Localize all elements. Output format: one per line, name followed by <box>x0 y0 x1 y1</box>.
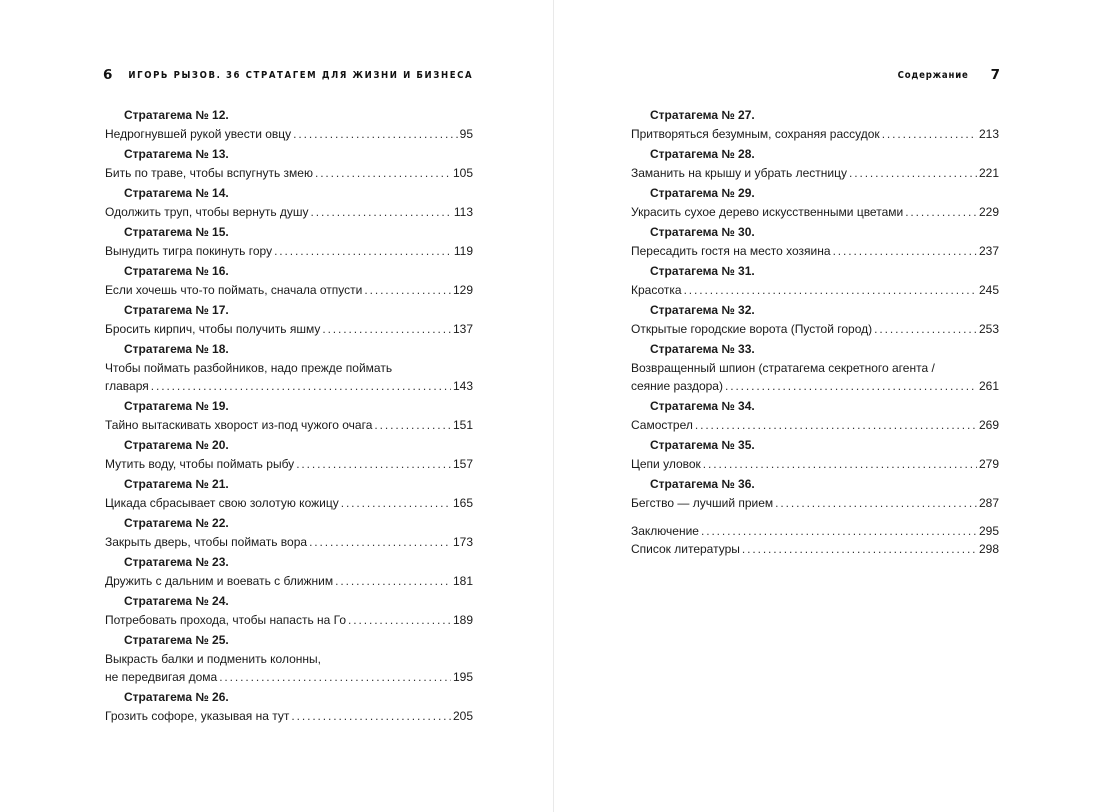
toc-entry <box>631 184 999 223</box>
toc-entry <box>631 106 999 145</box>
stratagem-title-line: Чтобы поймать разбойников, надо прежде поймать <box>105 361 393 375</box>
stratagem-title-row <box>105 572 473 590</box>
stratagem-number: Стратагема № 31. <box>650 264 755 278</box>
stratagem-title: Бросить кирпич, чтобы получить яшму <box>105 322 321 336</box>
dot-leader <box>311 203 452 221</box>
page-reference: 181 <box>452 574 473 588</box>
stratagem-title-row <box>105 242 473 260</box>
page-reference: 113 <box>453 205 473 219</box>
back-matter-row <box>631 540 999 558</box>
back-matter-row <box>631 522 999 540</box>
dot-leader <box>775 494 977 512</box>
dot-leader <box>882 125 977 143</box>
page-reference: 195 <box>452 670 473 684</box>
stratagem-number: Стратагема № 23. <box>124 555 229 569</box>
toc-entry <box>105 475 473 514</box>
dot-leader <box>151 377 451 395</box>
page-reference: 229 <box>978 205 999 219</box>
dot-leader <box>293 125 457 143</box>
stratagem-title-row <box>105 533 473 551</box>
stratagem-number: Стратагема № 26. <box>124 690 229 704</box>
page-reference: 137 <box>452 322 473 336</box>
stratagem-title-row <box>631 320 999 338</box>
stratagem-title: Самострел <box>631 418 693 432</box>
page-reference: 287 <box>978 496 999 510</box>
dot-leader <box>725 377 977 395</box>
dot-leader <box>684 281 977 299</box>
stratagem-number: Стратагема № 32. <box>650 303 755 317</box>
stratagem-number: Стратагема № 17. <box>124 303 229 317</box>
toc-entry <box>105 145 473 184</box>
right-toc <box>631 106 999 558</box>
stratagem-title: Заманить на крышу и убрать лестницу <box>631 166 847 180</box>
stratagem-title-row <box>105 377 473 395</box>
stratagem-title-row <box>105 416 473 434</box>
stratagem-number: Стратагема № 33. <box>650 342 755 356</box>
toc-entry <box>631 223 999 262</box>
stratagem-title: сеяние раздора) <box>631 379 723 393</box>
page-reference: 279 <box>978 457 999 471</box>
stratagem-title: Тайно вытаскивать хворост из-под чужого очага <box>105 418 373 432</box>
stratagem-title-row <box>631 125 999 143</box>
page-reference: 129 <box>452 283 473 297</box>
page-reference: 143 <box>452 379 473 393</box>
stratagem-title-row <box>631 242 999 260</box>
toc-entry <box>631 301 999 340</box>
dot-leader <box>874 320 977 338</box>
page-reference: 237 <box>978 244 999 258</box>
toc-entry <box>105 592 473 631</box>
stratagem-title: Грозить софоре, указывая на тут <box>105 709 290 723</box>
page-reference: 245 <box>978 283 999 297</box>
book-title-header: ИГОРЬ РЫЗОВ. 36 СТРАТАГЕМ ДЛЯ ЖИЗНИ И БИЗНЕСА <box>128 69 474 81</box>
stratagem-title-row <box>631 164 999 182</box>
stratagem-number: Стратагема № 36. <box>650 477 755 491</box>
stratagem-title: Закрыть дверь, чтобы поймать вора <box>105 535 308 549</box>
page-reference: 157 <box>452 457 473 471</box>
stratagem-title-row <box>105 611 473 629</box>
page-reference: 295 <box>978 524 999 538</box>
stratagem-title: Открытые городские ворота (Пустой город) <box>631 322 873 336</box>
dot-leader <box>695 416 977 434</box>
back-matter-list <box>631 522 999 558</box>
stratagem-title: Недрогнувшей рукой увести овцу <box>105 127 292 141</box>
stratagem-title-row <box>631 281 999 299</box>
stratagem-title: Одолжить труп, чтобы вернуть душу <box>105 205 309 219</box>
page-reference: 189 <box>452 613 473 627</box>
stratagem-title: Дружить с дальним и воевать с ближним <box>105 574 334 588</box>
stratagem-title-row <box>631 416 999 434</box>
toc-entry <box>105 106 473 145</box>
page-reference: 213 <box>978 127 999 141</box>
dot-leader <box>309 533 451 551</box>
back-matter-title: Заключение <box>631 524 699 538</box>
stratagem-number: Стратагема № 24. <box>124 594 229 608</box>
stratagem-title: Потребовать прохода, чтобы напасть на Го <box>105 613 347 627</box>
toc-entry <box>631 340 999 397</box>
stratagem-title-row <box>105 125 473 143</box>
dot-leader <box>322 320 451 338</box>
toc-entry <box>631 145 999 184</box>
stratagem-number: Стратагема № 29. <box>650 186 755 200</box>
stratagem-title-row <box>105 707 473 725</box>
toc-entry <box>105 340 473 397</box>
toc-entry <box>631 262 999 301</box>
toc-entry <box>105 184 473 223</box>
dot-leader <box>742 540 977 558</box>
stratagem-number: Стратагема № 18. <box>124 342 229 356</box>
stratagem-title: Цепи уловок <box>631 457 701 471</box>
stratagem-number: Стратагема № 28. <box>650 147 755 161</box>
stratagem-title-row <box>105 164 473 182</box>
right-page-number: 7 <box>990 67 1000 83</box>
page-reference: 221 <box>978 166 999 180</box>
stratagem-title: Пересадить гостя на место хозяина <box>631 244 831 258</box>
page-reference: 298 <box>978 542 999 556</box>
right-page <box>554 0 1110 812</box>
toc-entry <box>105 262 473 301</box>
stratagem-number: Стратагема № 12. <box>124 108 229 122</box>
stratagem-title: главаря <box>105 379 149 393</box>
stratagem-number: Стратагема № 25. <box>124 633 229 647</box>
dot-leader <box>219 668 451 686</box>
stratagem-title: Мутить воду, чтобы поймать рыбу <box>105 457 295 471</box>
stratagem-title-line: Возвращенный шпион (стратагема секретного агента / <box>631 361 935 375</box>
page-reference: 269 <box>978 418 999 432</box>
stratagem-title: Притворяться безумным, сохраняя рассудок <box>631 127 880 141</box>
toc-entry <box>105 631 473 688</box>
page-reference: 205 <box>452 709 473 723</box>
toc-entry <box>105 301 473 340</box>
stratagem-title-row <box>105 494 473 512</box>
page-reference: 165 <box>452 496 473 510</box>
dot-leader <box>849 164 977 182</box>
stratagem-title: Если хочешь что-то поймать, сначала отпусти <box>105 283 363 297</box>
stratagem-title: не передвигая дома <box>105 670 218 684</box>
toc-entry <box>105 688 473 727</box>
toc-entry <box>105 436 473 475</box>
left-toc <box>105 106 473 727</box>
toc-entry <box>105 397 473 436</box>
dot-leader <box>341 494 451 512</box>
left-running-head <box>103 66 473 84</box>
stratagem-number: Стратагема № 27. <box>650 108 755 122</box>
page-reference: 95 <box>459 127 473 141</box>
stratagem-title: Украсить сухое дерево искусственными цветами <box>631 205 904 219</box>
stratagem-number: Стратагема № 15. <box>124 225 229 239</box>
toc-entry <box>105 223 473 262</box>
toc-entry <box>105 553 473 592</box>
stratagem-title: Вынудить тигра покинуть гору <box>105 244 273 258</box>
dot-leader <box>315 164 451 182</box>
section-title-header: Содержание <box>897 69 969 81</box>
stratagem-number: Стратагема № 21. <box>124 477 229 491</box>
back-matter-title: Список литературы <box>631 542 740 556</box>
dot-leader <box>274 242 452 260</box>
stratagem-title-row <box>105 281 473 299</box>
toc-entry <box>105 514 473 553</box>
left-page <box>0 0 553 812</box>
dot-leader <box>833 242 977 260</box>
stratagem-number: Стратагема № 14. <box>124 186 229 200</box>
dot-leader <box>374 416 451 434</box>
stratagem-number: Стратагема № 22. <box>124 516 229 530</box>
page-reference: 105 <box>452 166 473 180</box>
left-page-number: 6 <box>103 67 113 83</box>
stratagem-number: Стратагема № 16. <box>124 264 229 278</box>
stratagem-title-row <box>631 377 999 395</box>
stratagem-number: Стратагема № 30. <box>650 225 755 239</box>
dot-leader <box>703 455 977 473</box>
page-reference: 119 <box>453 244 473 258</box>
stratagem-number: Стратагема № 19. <box>124 399 229 413</box>
toc-entry <box>631 397 999 436</box>
stratagem-title-line: Выкрасть балки и подменить колонны, <box>105 652 321 666</box>
dot-leader <box>905 203 977 221</box>
stratagem-title: Бить по траве, чтобы вспугнуть змею <box>105 166 313 180</box>
stratagem-title-row <box>105 668 473 686</box>
stratagem-number: Стратагема № 34. <box>650 399 755 413</box>
dot-leader <box>364 281 451 299</box>
dot-leader <box>296 455 451 473</box>
stratagem-title-row <box>105 320 473 338</box>
stratagem-title-row <box>631 494 999 512</box>
dot-leader <box>348 611 451 629</box>
stratagem-title-row <box>105 203 473 221</box>
stratagem-title-row <box>631 455 999 473</box>
stratagem-number: Стратагема № 20. <box>124 438 229 452</box>
stratagem-number: Стратагема № 13. <box>124 147 229 161</box>
stratagem-title: Красотка <box>631 283 682 297</box>
stratagem-title-row <box>105 455 473 473</box>
dot-leader <box>701 522 977 540</box>
right-running-head <box>898 66 1000 84</box>
stratagem-title: Бегство — лучший прием <box>631 496 774 510</box>
toc-entry <box>631 475 999 514</box>
stratagem-title-row <box>631 203 999 221</box>
page-reference: 253 <box>978 322 999 336</box>
toc-entry <box>631 436 999 475</box>
page-reference: 173 <box>452 535 473 549</box>
stratagem-title: Цикада сбрасывает свою золотую кожицу <box>105 496 339 510</box>
page-reference: 261 <box>978 379 999 393</box>
dot-leader <box>335 572 451 590</box>
dot-leader <box>291 707 451 725</box>
stratagem-number: Стратагема № 35. <box>650 438 755 452</box>
page-reference: 151 <box>452 418 473 432</box>
